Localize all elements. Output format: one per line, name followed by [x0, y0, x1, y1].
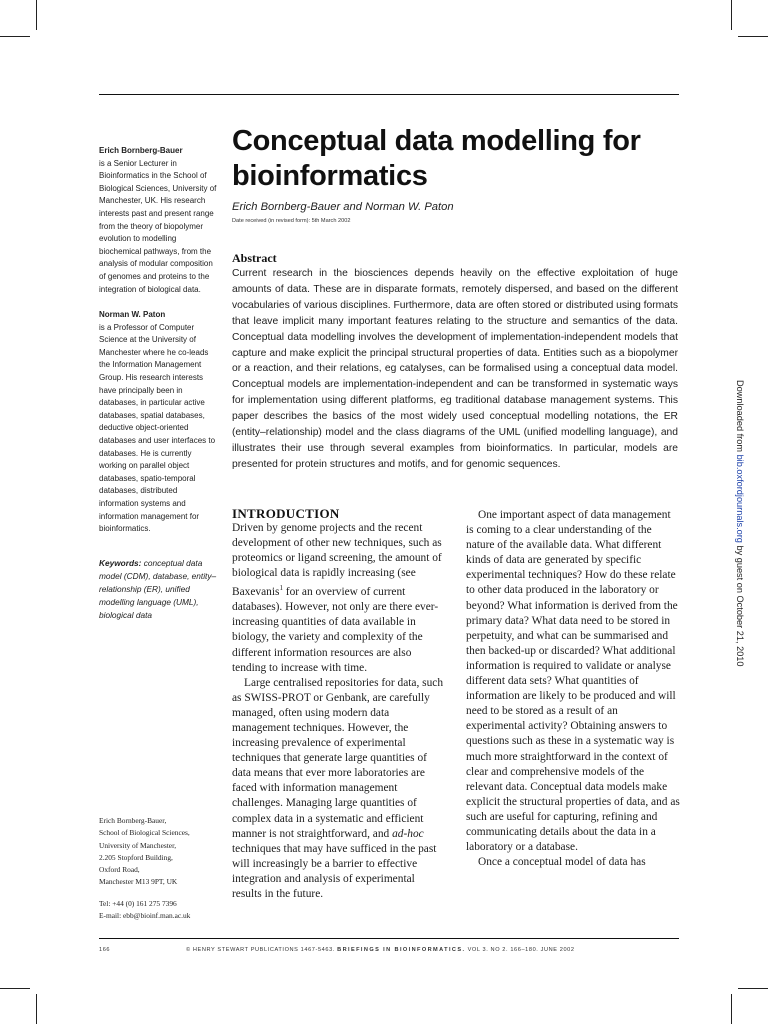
author-bio-bornberg-bauer — [99, 145, 217, 296]
body-column-right — [466, 508, 680, 870]
page-number: 166 — [99, 947, 111, 953]
abstract-heading: Abstract — [232, 251, 277, 265]
crop-mark — [731, 994, 732, 1024]
paper-title: Conceptual data modelling for bioinformatics — [232, 125, 641, 192]
crop-mark — [738, 36, 768, 37]
correspondence-address — [99, 815, 217, 922]
paragraph-text: Driven by genome projects and the recent development of other new techniques, such as proteomics or ligand screening, the amount of biological data is rapidly increasing (see Baxevanis — [232, 522, 442, 599]
crop-mark — [0, 988, 30, 989]
body-column-left — [232, 521, 446, 902]
address-line: Oxford Road, — [99, 865, 140, 875]
crop-mark — [0, 36, 30, 37]
footer-volume: VOL 3. NO 2. 166–180. JUNE 2002 — [467, 947, 575, 953]
footer-publisher: © HENRY STEWART PUBLICATIONS 1467-5463. — [186, 947, 335, 953]
crop-mark — [731, 0, 732, 30]
telephone: Tel: +44 (0) 161 275 7396 — [99, 898, 177, 908]
footer-citation — [186, 947, 575, 953]
paragraph-text: Large centralised repositories for data, such as SWISS-PROT or Genbank, are carefully managed, often using modern data management techniques. However, the increasing prevalence of experimental techniques that generate large quantities of data means that ever more laboratories are faced with information management challenges. Managing large quantities of complex data in a systematic and efficient manner is not straightforward, and — [232, 676, 444, 840]
author-bio-paton — [99, 309, 217, 536]
paragraph-text: techniques that may have sufficed in the past will increasingly be a barrier to effective integration and analysis of experimental results in the future. — [232, 842, 437, 901]
keywords — [99, 557, 217, 622]
author-name: Norman W. Paton — [99, 310, 166, 319]
section-heading-introduction: INTRODUCTION — [232, 506, 340, 521]
crop-mark — [36, 994, 37, 1024]
download-note-text: by guest on October 21, 2010 — [735, 542, 745, 667]
download-note-text: Downloaded from — [735, 380, 745, 455]
email: E-mail: ebb@bioinf.man.ac.uk — [99, 911, 191, 921]
paper-authors: Erich Bornberg-Bauer and Norman W. Paton — [232, 201, 454, 213]
author-bio-text: is a Professor of Computer Science at the University of Manchester where he co-leads the Information Management Group. His research interests have principally been in databases, in particular active databases, spatial databases, deductive object-oriented databases and user interfaces to databases. He is currently working on parallel object databases, spatio-temporal databases, distributed information systems and information management for bioinformatics. — [99, 322, 216, 534]
paragraph: One important aspect of data management is coming to a clear understanding of the nature of the available data. What different kinds of data are generated by specific experimental techniques? How do these relate to other data produced in the laboratory or beyond? What information is derived from the primary data? What data need to be stored in perpetuity, and what can be summarised and then backed-up or discarded? What additional information is required to validate or analyse different data sets? What quantities of information are likely to be produced and will need to be stored as a result of an experimental activity? Obtaining answers to questions such as these in a systematic way is much more straightforward in the context of clear and comprehensive models of the relevant data. Conceptual data models make explicit the structural properties of data, and as such are useful for capturing, refining and communicating details about the data in a laboratory or a database. — [466, 509, 680, 854]
paragraph — [232, 521, 446, 676]
keywords-text: conceptual data model (CDM), database, entity–relationship (ER), unified modelling language (UML), biological data — [99, 558, 217, 620]
author-bio-text: is a Senior Lecturer in Bioinformatics in the School of Biological Sciences, University of Manchester, UK. His research interests past and present range from the theory of biopolymer evolution to modelling biochemical pathways, from the analysis of modular composition of genomes and proteins to the integration of biological data. — [99, 158, 217, 294]
date-received: Date received (in revised form): 5th March 2002 — [232, 218, 351, 224]
address-line: School of Biological Sciences, — [99, 828, 190, 838]
footer-journal: BRIEFINGS IN BIOINFORMATICS. — [337, 947, 466, 953]
author-name: Erich Bornberg-Bauer — [99, 146, 183, 155]
crop-mark — [738, 988, 768, 989]
address-line: Erich Bornberg-Bauer, — [99, 816, 167, 825]
bottom-rule — [99, 938, 679, 939]
address-line: 2.205 Stopford Building, — [99, 852, 173, 862]
download-note — [735, 380, 745, 667]
paragraph — [232, 676, 446, 902]
crop-mark — [36, 0, 37, 30]
top-rule — [99, 94, 679, 95]
emphasis-text: ad-hoc — [392, 827, 424, 840]
citation-ref: 1 — [279, 584, 283, 593]
address-spacer — [99, 889, 217, 898]
paragraph: Once a conceptual model of data has — [478, 856, 646, 869]
keywords-label: Keywords: — [99, 558, 142, 568]
address-line: Manchester M13 9PT, UK — [99, 877, 178, 887]
download-link[interactable]: bib.oxfordjournals.org — [735, 454, 745, 543]
abstract-text: Current research in the biosciences depends heavily on the effective exploitation of huge amounts of data. These are in disparate formats, remotely dispersed, and based on the different vocabularies of various disciplines. Furthermore, data are often stored or distributed using formats that leave implicit many important features relating to the structure and semantics of the data. Conceptual data modelling involves the development of implementation-independent models that capture and make explicit the principal structural properties of data. Entities such as a biopolymer or a reaction, and their relations, eg catalyses, can be formalised using a conceptual data model. Conceptual models are implementation-independent and can be transformed in systematic ways for implementation using different platforms, eg traditional database management systems. This paper describes the basics of the most widely used conceptual modelling notations, the ER (entity–relationship) model and the class diagrams of the UML (unified modelling language), and illustrates their use through several examples from bioinformatics. In particular, models are presented for protein structures and motifs, and for genomic sequences. — [232, 268, 678, 470]
address-line: University of Manchester, — [99, 840, 177, 850]
paragraph-text: for an overview of current databases). However, not only are there ever-increasing quantities of data available in biology, the variety and complexity of the different information resources are also tending to increase with time. — [232, 586, 439, 674]
